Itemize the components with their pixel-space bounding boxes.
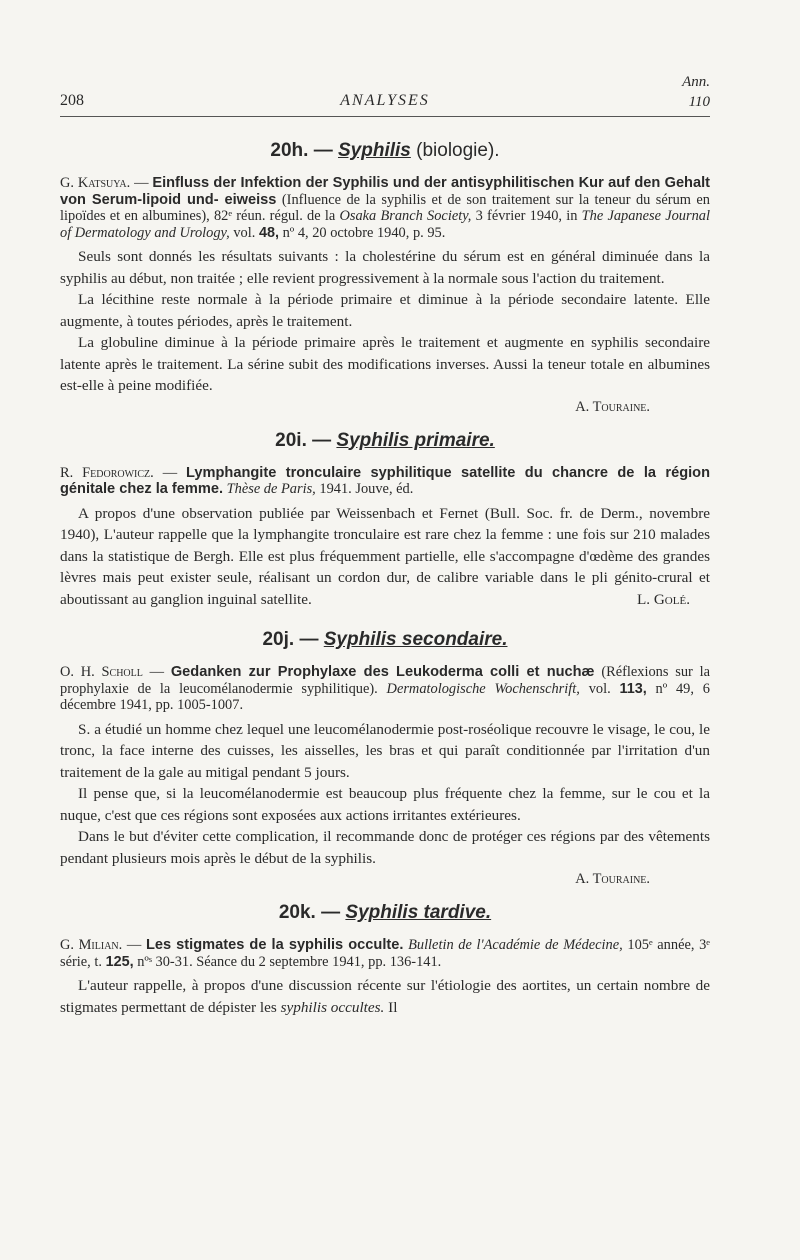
reference-scholl: O. H. Scholl — Gedanken zur Prophylaxe des Leukoderma colli et nuchæ (Réflexions sur la prophylaxie de la leucomélanodermie syphilitique). Dermatologische Wochenschrift, vol. 113, nº 49, 6 décembre 1941, pp. 1005-1007.: [60, 664, 710, 713]
signature: L. Golé.: [636, 590, 690, 608]
section-subject: Syphilis secondaire.: [323, 629, 508, 650]
section-subject: Syphilis primaire.: [336, 429, 495, 451]
page: [60, 72, 710, 1018]
section-subject: Syphilis tardive.: [345, 902, 492, 923]
section-heading-20i: 20i. — Syphilis primaire.: [275, 429, 495, 451]
signature: A. Touraine.: [575, 398, 650, 415]
journal-volume: [682, 72, 710, 112]
paragraph: Seuls sont donnés les résultats suivants : la cholestérine du sérum est en général diminuée dans la syphilis au début, non traitée ; elle revient progressivement à la normale sous l'action du traitement.: [60, 248, 710, 287]
running-header: [60, 72, 710, 117]
running-title: ANALYSES: [340, 92, 430, 109]
paragraph: S. a étudié un homme chez lequel une leucomélanodermie post-roséolique recouvre le visage, le cou, le tronc, la face interne des cuisses, les aisselles, les bras et qui paraît conditionnée par l'irritation d'un traitement de la gale au mitigal pendant 5 jours.: [60, 720, 710, 781]
paragraph: L'auteur rappelle, à propos d'une discussion récente sur l'étiologie des aortites, un certain nombre de stigmates permettant de dépister les syphilis occultes. Il: [60, 977, 710, 1016]
signature: A. Touraine.: [575, 871, 650, 887]
section-heading-20j: 20j. — Syphilis secondaire.: [262, 629, 508, 650]
paragraph: Il pense que, si la leucomélanodermie est beaucoup plus fréquente chez la femme, sur le cou et la nuque, c'est que ces régions sont exposées aux actions irritantes extérieures.: [60, 785, 710, 824]
paragraph: La lécithine reste normale à la période primaire et diminue à la période secondaire latente. Elle augmente, à toutes périodes, après le traitement.: [60, 291, 710, 330]
page-number: 208: [60, 92, 84, 109]
paragraph: Dans le but d'éviter cette complication, il recommande donc de protéger ces régions par des vêtements pendant plusieurs mois après le début de la syphilis.: [60, 828, 710, 867]
section-subject: Syphilis: [338, 140, 411, 161]
section-heading-20k: 20k. — Syphilis tardive.: [278, 902, 492, 923]
paragraph: A propos d'une observation publiée par Weissenbach et Fernet (Bull. Soc. fr. de Derm., novembre 1940), L'auteur rappelle que la lymphangite tronculaire est rare chez la femme : une fois sur 210 malades dans la statistique de Bergh. Elle est plus fréquemment partielle, elle s'accompagne d'œdème des grandes lèvres mais peut exister seule, réalisant un cordon dur, de calibre variable dans le pli génito-crural et aboutissant au ganglion inguinal satellite. L. Golé.: [60, 503, 710, 611]
reference-milian: G. Milian. — Les stigmates de la syphilis occulte. Bulletin de l'Académie de Médecine, 105ᵉ année, 3ᵉ série, t. 125, nºˢ 30-31. Séance du 2 septembre 1941, pp. 136-141.: [60, 937, 710, 970]
reference-fedorowicz: R. Fedorowicz. — Lymphangite tronculaire syphilitique satellite du chancre de la région génitale chez la femme. Thèse de Paris, 1941. Jouve, éd.: [60, 464, 711, 497]
reference-katsuya: G. Katsuya. — Einfluss der Infektion der Syphilis und der antisyphilitischen Kur auf den Gehalt von Serum-lipoid und- eiweiss (Influence de la syphilis et de son traitement sur la teneur du sérum en lipoïdes et en albumines), 82ᵉ réun. régul. de la Osaka Branch Society, 3 février 1940, in The Japanese Journal of Dermatology and Urology, vol. 48, nº 4, 20 octobre 1940, p. 95.: [60, 175, 711, 241]
section-heading-20h: 20h. — Syphilis (biologie).: [270, 140, 500, 161]
paragraph: La globuline diminue à la période primaire après le traitement et augmente en syphilis secondaire latente après le traitement. La sérine subit des modifications inverses. Aussi la teneur totale en albumines est-elle à peine modifiée.: [60, 334, 710, 394]
ann-label: Ann.: [682, 74, 710, 90]
ann-volume: 110: [688, 94, 710, 110]
